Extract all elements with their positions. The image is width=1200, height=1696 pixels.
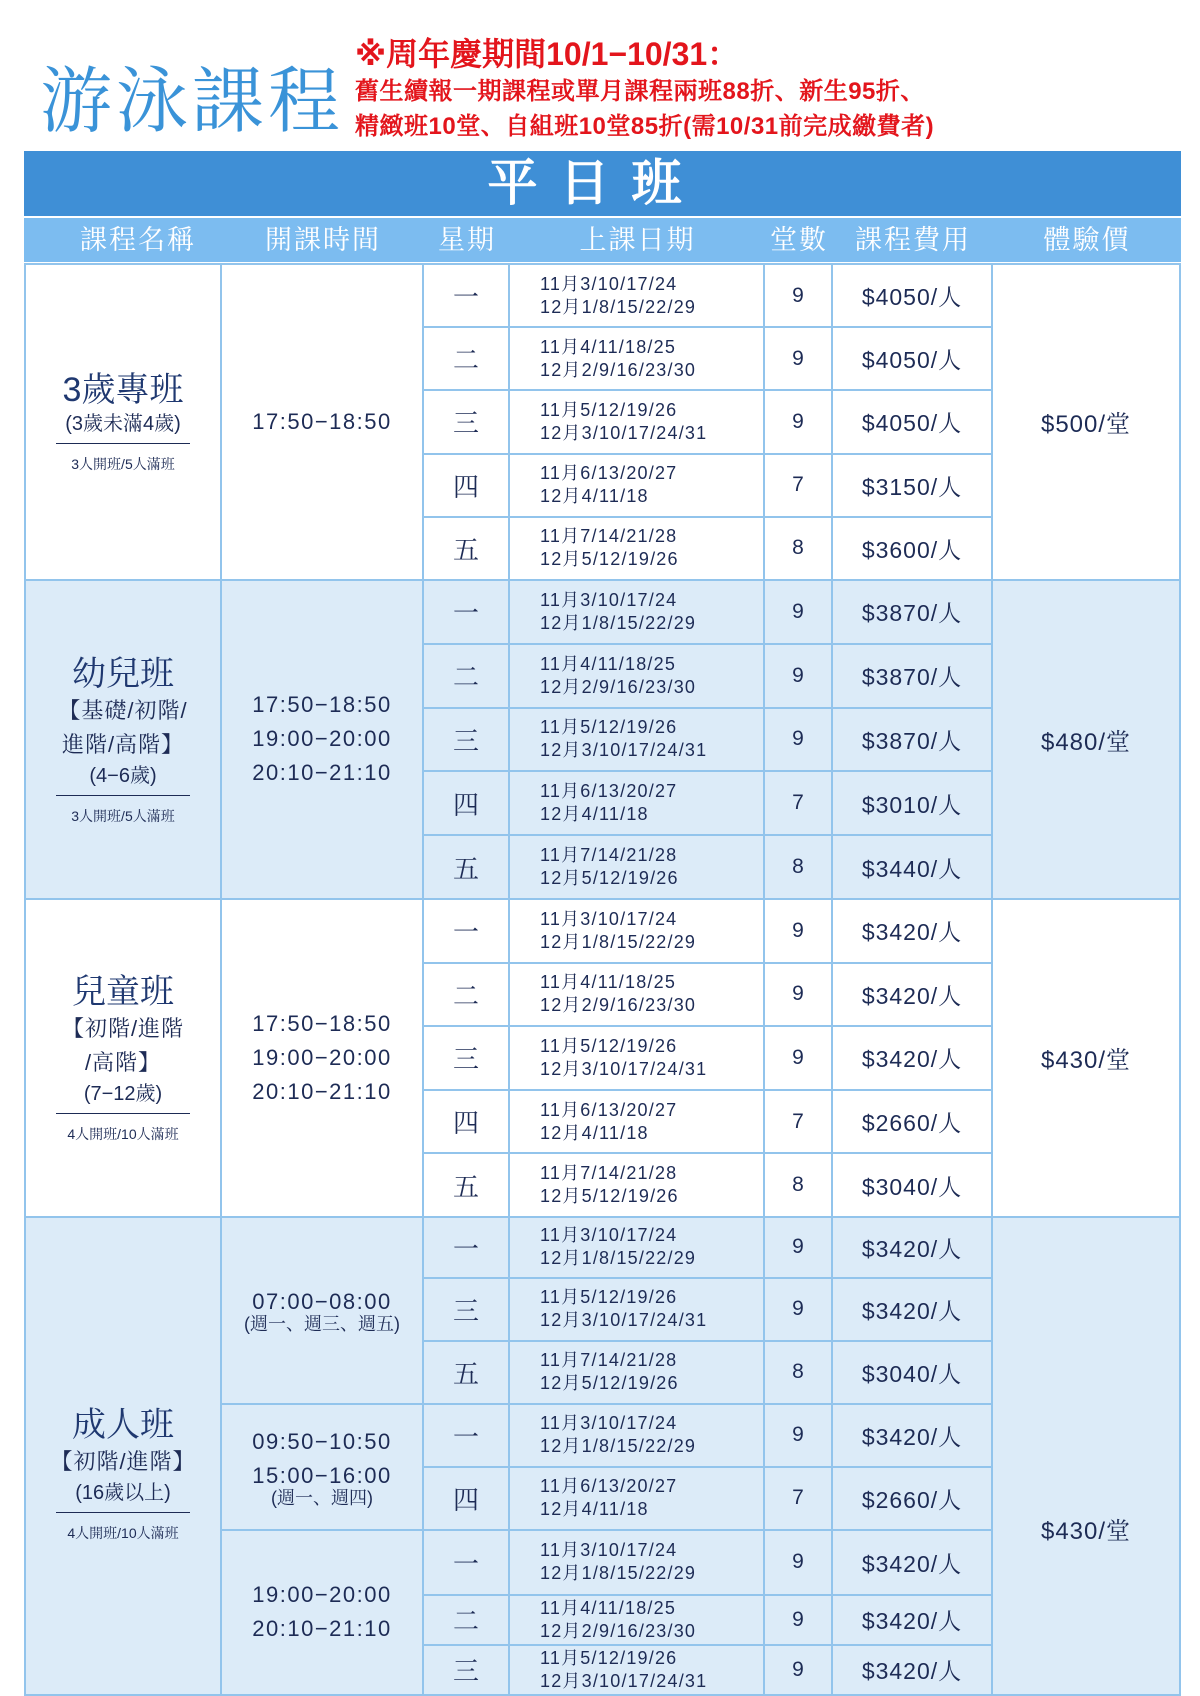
time-block	[252, 1425, 391, 1509]
session-row	[424, 581, 993, 645]
course-section	[26, 265, 1181, 581]
weekday: 四	[424, 772, 510, 836]
course-fee: $3870/人	[833, 581, 993, 645]
course-capacity: 4人開班/10人滿班	[67, 1126, 179, 1143]
class-date-line: 12月4/11/18	[540, 486, 649, 507]
session-rows	[424, 1531, 993, 1696]
weekday: 二	[424, 1596, 510, 1646]
time-note: (週一、週三、週五)	[244, 1314, 400, 1335]
course-capacity: 4人開班/10人滿班	[67, 1525, 179, 1542]
course-detail-line: /高階】	[84, 1050, 162, 1076]
time-block	[244, 1285, 400, 1335]
time-cell	[222, 1405, 424, 1531]
class-date-line: 12月1/8/15/22/29	[540, 1248, 697, 1269]
class-dates-cell	[510, 1154, 765, 1218]
class-dates-cell	[510, 900, 765, 964]
class-date-line: 12月3/10/17/24/31	[540, 1310, 708, 1331]
time-group	[222, 581, 993, 900]
header-class-time: 開課時間	[265, 225, 381, 255]
session-groups	[222, 581, 993, 900]
session-count: 7	[765, 1468, 833, 1531]
class-dates-cell	[510, 1027, 765, 1091]
trial-price: $500/堂	[1040, 411, 1132, 439]
capacity-divider	[56, 795, 190, 796]
class-date-line: 11月3/10/17/24	[540, 1540, 678, 1561]
weekday: 一	[424, 1531, 510, 1596]
time-group	[222, 1218, 993, 1405]
session-count: 9	[765, 645, 833, 709]
class-dates-cell	[510, 265, 765, 328]
course-fee: $3420/人	[833, 900, 993, 964]
session-count: 8	[765, 1154, 833, 1218]
time-group	[222, 900, 993, 1218]
session-row	[424, 1531, 993, 1596]
course-fee: $3870/人	[833, 709, 993, 773]
class-date-line: 12月4/11/18	[540, 804, 649, 825]
session-row	[424, 836, 993, 900]
trial-price: $430/堂	[1040, 1047, 1132, 1075]
session-rows	[424, 900, 993, 1218]
class-date-line: 11月5/12/19/26	[540, 399, 678, 420]
session-count: 7	[765, 455, 833, 518]
course-section	[26, 1218, 1181, 1696]
weekday: 三	[424, 391, 510, 454]
class-dates-cell	[510, 1342, 765, 1405]
course-name-cell	[26, 1218, 222, 1696]
class-date-line: 12月1/8/15/22/29	[540, 931, 697, 952]
class-dates-cell	[510, 1218, 765, 1279]
weekday: 一	[424, 900, 510, 964]
course-fee: $3010/人	[833, 772, 993, 836]
course-detail-line: 【基礎/初階/	[58, 697, 188, 723]
class-date-line: 11月7/14/21/28	[540, 845, 678, 866]
time-block	[252, 1578, 391, 1646]
course-fee: $3150/人	[833, 455, 993, 518]
course-detail-line: 【初階/進階	[61, 1016, 185, 1042]
course-name-cell	[26, 900, 222, 1218]
session-groups	[222, 1218, 993, 1696]
course-name-cell	[26, 265, 222, 581]
time-cell	[222, 900, 424, 1218]
session-rows	[424, 1218, 993, 1405]
course-fee: $3420/人	[833, 1218, 993, 1279]
class-time: 17:50−18:50	[252, 692, 392, 718]
session-row	[424, 1596, 993, 1646]
time-block	[252, 688, 391, 790]
capacity-divider	[56, 1512, 190, 1513]
weekday-class-banner: 平日班	[24, 151, 1181, 216]
session-row	[424, 1468, 993, 1531]
class-date-line: 11月3/10/17/24	[540, 1225, 678, 1246]
weekday: 二	[424, 964, 510, 1028]
class-date-line: 12月5/12/19/26	[540, 868, 679, 889]
class-date-line: 11月4/11/18/25	[540, 972, 677, 993]
class-date-line: 12月2/9/16/23/30	[540, 995, 697, 1016]
session-count: 9	[765, 709, 833, 773]
course-name-cell	[26, 581, 222, 900]
class-dates-cell	[510, 645, 765, 709]
time-cell	[222, 581, 424, 900]
weekday: 二	[424, 328, 510, 391]
session-rows	[424, 1405, 993, 1531]
class-dates-cell	[510, 455, 765, 518]
promo-notice	[355, 34, 934, 144]
course-name: 兒童班	[72, 973, 174, 1012]
class-time: 20:10−21:10	[252, 1078, 392, 1104]
session-count: 9	[765, 1596, 833, 1646]
class-dates-cell	[510, 518, 765, 581]
weekday: 五	[424, 518, 510, 581]
promo-line: 精緻班10堂、自組班10堂85折(需10/31前完成繳費者)	[355, 113, 935, 140]
class-date-line: 12月2/9/16/23/30	[540, 676, 697, 697]
weekday: 一	[424, 265, 510, 328]
class-date-line: 11月6/13/20/27	[540, 1099, 678, 1120]
weekday: 一	[424, 1405, 510, 1468]
session-rows	[424, 581, 993, 900]
session-row	[424, 265, 993, 328]
session-count: 9	[765, 265, 833, 328]
course-fee: $3440/人	[833, 836, 993, 900]
weekday: 四	[424, 1091, 510, 1155]
session-row	[424, 1405, 993, 1468]
class-dates-cell	[510, 391, 765, 454]
time-note: (週一、週四)	[271, 1487, 373, 1508]
session-count: 9	[765, 581, 833, 645]
session-count: 7	[765, 1091, 833, 1155]
course-fee: $4050/人	[833, 391, 993, 454]
class-time: 19:00−20:00	[252, 726, 392, 752]
weekday: 四	[424, 455, 510, 518]
course-fee: $3420/人	[833, 1646, 993, 1696]
session-row	[424, 1027, 993, 1091]
header-trial-price: 體驗價	[1043, 225, 1131, 255]
course-fee: $3040/人	[833, 1342, 993, 1405]
time-block	[252, 405, 391, 439]
class-dates-cell	[510, 1531, 765, 1596]
course-fee: $2660/人	[833, 1468, 993, 1531]
course-info	[56, 654, 190, 825]
header-course-fee: 課程費用	[855, 225, 971, 255]
session-row	[424, 328, 993, 391]
weekday: 三	[424, 1027, 510, 1091]
session-row	[424, 1342, 993, 1405]
course-fee: $4050/人	[833, 328, 993, 391]
class-date-line: 11月5/12/19/26	[540, 1035, 678, 1056]
class-time: 17:50−18:50	[252, 408, 392, 434]
class-date-line: 11月5/12/19/26	[540, 1287, 678, 1308]
class-dates-cell	[510, 581, 765, 645]
weekday: 五	[424, 1342, 510, 1405]
session-count: 9	[765, 964, 833, 1028]
schedule-table-body	[24, 263, 1181, 1696]
class-date-line: 12月3/10/17/24/31	[540, 740, 708, 761]
session-groups	[222, 900, 993, 1218]
course-fee: $3040/人	[833, 1154, 993, 1218]
class-date-line: 12月4/11/18	[540, 1499, 649, 1520]
time-cell	[222, 1531, 424, 1696]
class-date-line: 11月7/14/21/28	[540, 1350, 678, 1371]
time-block	[252, 1007, 391, 1109]
weekday: 五	[424, 1154, 510, 1218]
promo-heading: ※周年慶期間10/1−10/31：	[355, 36, 740, 72]
course-detail-line: 進階/高階】	[61, 731, 185, 757]
weekday: 二	[424, 645, 510, 709]
class-date-line: 11月6/13/20/27	[540, 463, 678, 484]
class-date-line: 11月3/10/17/24	[540, 908, 678, 929]
session-row	[424, 1646, 993, 1696]
class-date-line: 12月5/12/19/26	[540, 1373, 679, 1394]
session-row	[424, 900, 993, 964]
class-date-line: 11月4/11/18/25	[540, 1597, 677, 1618]
session-row	[424, 518, 993, 581]
class-date-line: 11月4/11/18/25	[540, 336, 677, 357]
class-dates-cell	[510, 328, 765, 391]
session-rows	[424, 265, 993, 581]
weekday: 三	[424, 709, 510, 773]
course-fee: $3420/人	[833, 1531, 993, 1596]
course-section	[26, 581, 1181, 900]
class-dates-cell	[510, 964, 765, 1028]
trial-price: $430/堂	[1040, 1518, 1132, 1546]
course-detail-line: (4−6歲)	[89, 764, 157, 787]
class-date-line: 11月6/13/20/27	[540, 1476, 678, 1497]
capacity-divider	[56, 443, 190, 444]
class-dates-cell	[510, 709, 765, 773]
class-dates-cell	[510, 1646, 765, 1696]
session-count: 9	[765, 1531, 833, 1596]
class-dates-cell	[510, 772, 765, 836]
weekday: 一	[424, 1218, 510, 1279]
class-date-line: 11月3/10/17/24	[540, 1413, 678, 1434]
time-cell	[222, 265, 424, 581]
header-weekday: 星期	[438, 225, 496, 255]
class-time: 09:50−10:50	[252, 1428, 392, 1454]
course-fee: $3870/人	[833, 645, 993, 709]
capacity-divider	[56, 1113, 190, 1114]
session-count: 9	[765, 1646, 833, 1696]
session-count: 9	[765, 328, 833, 391]
weekday: 三	[424, 1279, 510, 1342]
class-date-line: 12月1/8/15/22/29	[540, 612, 697, 633]
trial-price-cell	[993, 265, 1181, 581]
course-capacity: 3人開班/5人滿班	[71, 456, 175, 473]
class-date-line: 11月3/10/17/24	[540, 589, 678, 610]
class-date-line: 12月4/11/18	[540, 1122, 649, 1143]
class-date-line: 11月6/13/20/27	[540, 781, 678, 802]
class-date-line: 11月4/11/18/25	[540, 653, 677, 674]
course-info	[56, 370, 190, 473]
session-count: 8	[765, 518, 833, 581]
course-fee: $4050/人	[833, 265, 993, 328]
header-class-dates: 上課日期	[579, 225, 696, 255]
session-groups	[222, 265, 993, 581]
course-name: 成人班	[72, 1406, 174, 1445]
course-section	[26, 900, 1181, 1218]
time-cell	[222, 1218, 424, 1405]
course-fee: $3420/人	[833, 1405, 993, 1468]
time-group	[222, 1405, 993, 1531]
course-fee: $3600/人	[833, 518, 993, 581]
page-title: 游泳課程	[40, 62, 345, 142]
class-time: 07:00−08:00	[252, 1289, 392, 1315]
session-row	[424, 709, 993, 773]
class-date-line: 12月5/12/19/26	[540, 549, 679, 570]
class-date-line: 11月5/12/19/26	[540, 1647, 678, 1668]
class-date-line: 12月2/9/16/23/30	[540, 1620, 697, 1641]
session-count: 9	[765, 900, 833, 964]
session-row	[424, 964, 993, 1028]
class-time: 19:00−20:00	[252, 1582, 392, 1608]
session-count: 9	[765, 391, 833, 454]
course-detail-line: (3歲未滿4歲)	[65, 413, 181, 436]
trial-price: $480/堂	[1040, 728, 1132, 756]
class-time: 19:00−20:00	[252, 1044, 392, 1070]
session-row	[424, 391, 993, 454]
time-group	[222, 265, 993, 581]
class-date-line: 12月2/9/16/23/30	[540, 359, 697, 380]
session-row	[424, 1279, 993, 1342]
course-fee: $3420/人	[833, 1027, 993, 1091]
header-course-name: 課程名稱	[80, 225, 196, 255]
class-date-line: 11月7/14/21/28	[540, 1163, 678, 1184]
session-count: 8	[765, 836, 833, 900]
weekday: 五	[424, 836, 510, 900]
course-info	[50, 1405, 195, 1542]
class-date-line: 12月1/8/15/22/29	[540, 1436, 697, 1457]
session-count: 9	[765, 1405, 833, 1468]
course-fee: $3420/人	[833, 1596, 993, 1646]
class-date-line: 11月5/12/19/26	[540, 717, 678, 738]
weekday: 三	[424, 1646, 510, 1696]
session-row	[424, 772, 993, 836]
session-count: 9	[765, 1027, 833, 1091]
class-date-line: 12月3/10/17/24/31	[540, 1058, 708, 1079]
course-name: 3歲專班	[62, 371, 184, 410]
course-detail-line: 【初階/進階】	[50, 1449, 196, 1475]
session-count: 9	[765, 1279, 833, 1342]
course-fee: $3420/人	[833, 964, 993, 1028]
class-time: 20:10−21:10	[252, 760, 392, 786]
session-count: 9	[765, 1218, 833, 1279]
course-fee: $2660/人	[833, 1091, 993, 1155]
header-session-count: 堂數	[770, 225, 828, 255]
trial-price-cell	[993, 581, 1181, 900]
session-count: 7	[765, 772, 833, 836]
session-row	[424, 455, 993, 518]
class-date-line: 12月3/10/17/24/31	[540, 422, 708, 443]
course-detail-line: (16歲以上)	[75, 1482, 171, 1505]
class-date-line: 12月3/10/17/24/31	[540, 1670, 708, 1691]
class-dates-cell	[510, 836, 765, 900]
course-info	[56, 972, 190, 1143]
class-date-line: 12月1/8/15/22/29	[540, 1563, 697, 1584]
class-time: 15:00−16:00	[252, 1462, 392, 1488]
class-dates-cell	[510, 1468, 765, 1531]
class-date-line: 12月5/12/19/26	[540, 1186, 679, 1207]
class-dates-cell	[510, 1405, 765, 1468]
session-row	[424, 1091, 993, 1155]
session-row	[424, 1218, 993, 1279]
column-header-row	[24, 218, 1181, 262]
course-detail-line: (7−12歲)	[83, 1083, 163, 1106]
weekday: 一	[424, 581, 510, 645]
session-row	[424, 645, 993, 709]
class-time: 17:50−18:50	[252, 1010, 392, 1036]
weekday: 四	[424, 1468, 510, 1531]
course-capacity: 3人開班/5人滿班	[71, 807, 175, 824]
course-name: 幼兒班	[72, 654, 174, 693]
class-dates-cell	[510, 1091, 765, 1155]
class-date-line: 11月7/14/21/28	[540, 526, 678, 547]
class-date-line: 11月3/10/17/24	[540, 273, 678, 294]
promo-line: 舊生續報一期課程或單月課程兩班88折、新生95折、	[355, 78, 925, 105]
trial-price-cell	[993, 1218, 1181, 1696]
session-count: 8	[765, 1342, 833, 1405]
session-row	[424, 1154, 993, 1218]
course-fee: $3420/人	[833, 1279, 993, 1342]
trial-price-cell	[993, 900, 1181, 1218]
class-dates-cell	[510, 1279, 765, 1342]
time-group	[222, 1531, 993, 1696]
class-date-line: 12月1/8/15/22/29	[540, 296, 697, 317]
class-time: 20:10−21:10	[252, 1616, 392, 1642]
class-dates-cell	[510, 1596, 765, 1646]
